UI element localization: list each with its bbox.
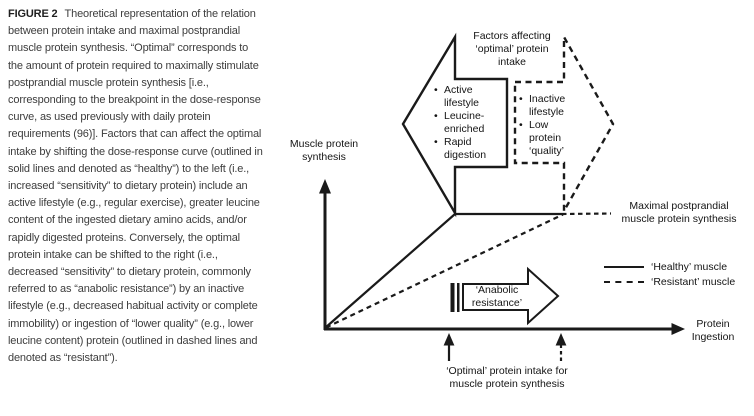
figure-caption-label: FIGURE 2 xyxy=(8,8,58,20)
anabolic-resistance-label: ‘Anabolic resistance’ xyxy=(471,284,523,309)
factors-header-label: Factors affecting ‘optimal’ protein intake xyxy=(473,30,551,68)
factor-list-item xyxy=(434,136,496,162)
optimal-marker-healthy-arrow xyxy=(444,333,455,361)
factor-item-label: Low protein ‘quality’ xyxy=(529,119,565,157)
factor-list-item xyxy=(434,110,496,136)
y-axis-label: Muscle protein synthesis xyxy=(289,138,359,163)
optimal-intake-label: ‘Optimal’ protein intake for muscle protein synthesis xyxy=(446,365,568,390)
bullet-icon: • xyxy=(434,136,438,148)
factor-item-label: Leucine-enriched xyxy=(444,110,485,135)
anabolic-brake-bar-2 xyxy=(457,283,460,312)
optimal-marker-resistant-arrow xyxy=(556,333,567,361)
plateau-dashed-extension xyxy=(562,214,611,215)
legend-solid-line-swatch xyxy=(604,266,644,268)
factor-item-label: Active lifestyle xyxy=(444,84,480,109)
legend-dashed-line-swatch xyxy=(604,281,644,283)
optimal-marker-resistant-arrowhead xyxy=(556,333,567,346)
factor-item-label: Inactive lifestyle xyxy=(529,93,566,118)
x-axis xyxy=(324,323,685,335)
factor-list-item xyxy=(519,93,571,119)
bullet-icon: • xyxy=(519,93,523,105)
factor-list-item xyxy=(519,119,571,158)
figure-caption-text: Theoretical representation of the relation between protein intake and maximal postprandial muscle protein synthesis. “Optimal” corresponds to the amount of protein required to maximally stimulate postprandial muscle protein synthesis [i.e., corresponding to the breakpoint in the dose-response curve, as used previously with daily protein requirements (96)]. Factors that can affect the optimal intake by shifting the dose-response curve (outlined in solid lines and denoted as “healthy”) to the left (i.e., increased “sensitivity” to dietary protein) include an active lifestyle (e.g., regular exercise), greater leucine content of the ingested dietary amino acids, and/or rapidly digested proteins. Conversely, the optimal protein intake can be shifted to the right (i.e., decreased “sensitivity” to dietary protein, commonly referred to as “anabolic resistance”) by an inactive lifestyle (e.g., decreased habitual activity or complete immobility) or ingestion of “lower quality” (e.g., lower leucine content) protein (outlined in dashed lines and denoted as “resistant”). xyxy=(8,8,263,365)
optimal-marker-healthy-arrowhead xyxy=(444,333,455,346)
bullet-icon: • xyxy=(434,110,438,122)
legend-healthy-label: ‘Healthy’ muscle xyxy=(651,260,728,273)
y-axis xyxy=(319,179,331,330)
factor-item-label: Rapid digestion xyxy=(444,136,487,161)
healthy-factors-list xyxy=(434,84,496,162)
resistant-factors-list xyxy=(519,93,571,158)
legend-row-healthy xyxy=(604,259,735,275)
legend xyxy=(604,259,735,290)
x-axis-label: Protein Ingestion xyxy=(691,318,735,343)
max-synthesis-label: Maximal postprandial muscle protein synthesis xyxy=(621,200,737,225)
legend-resistant-label: ‘Resistant’ muscle xyxy=(651,276,736,289)
bullet-icon: • xyxy=(519,119,523,131)
legend-row-resistant xyxy=(604,275,735,291)
anabolic-brake-bar-1 xyxy=(451,283,455,312)
bullet-icon: • xyxy=(434,84,438,96)
factor-list-item xyxy=(434,84,496,110)
y-axis-arrowhead xyxy=(319,179,331,194)
x-axis-arrowhead xyxy=(672,323,686,335)
